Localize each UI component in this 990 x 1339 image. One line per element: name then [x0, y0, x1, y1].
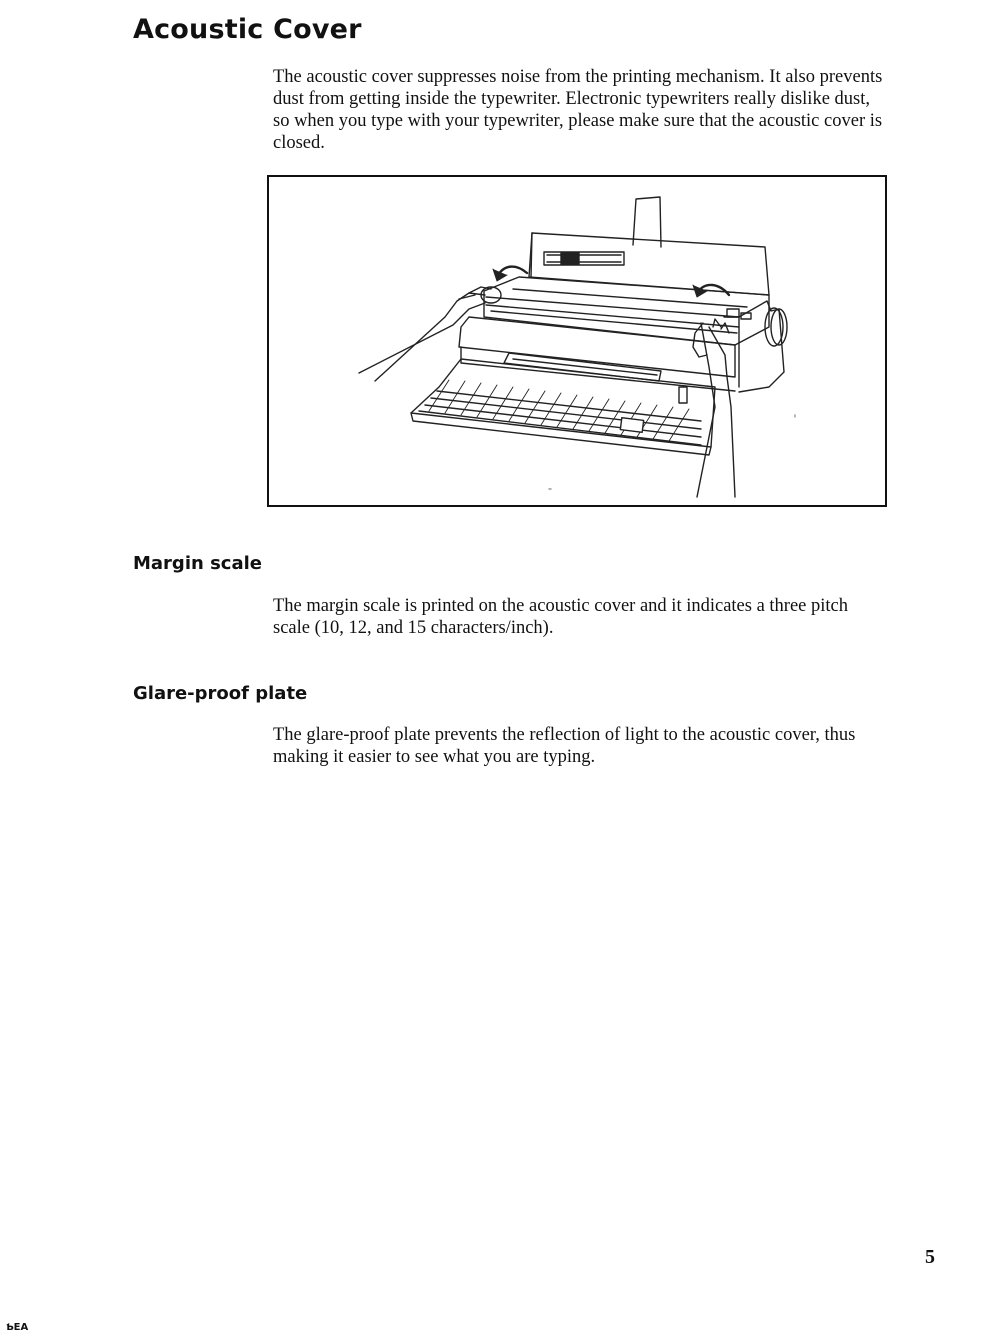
glare-plate-heading: Glare-proof plate [133, 683, 308, 704]
typewriter-figure [267, 175, 887, 507]
typewriter-illustration-icon [269, 177, 885, 505]
intro-paragraph: The acoustic cover suppresses noise from the printing mechanism. It also prevents dust from getting inside the typewriter. Electronic typewriters really dislike dust, so when you type with your typewriter, please make sure that the acoustic cover is closed. [273, 67, 883, 153]
page-number: 5 [925, 1246, 935, 1268]
margin-scale-heading: Margin scale [133, 553, 262, 574]
page-title: Acoustic Cover [133, 14, 362, 45]
glare-plate-paragraph: The glare-proof plate prevents the reflection of light to the acoustic cover, thus making it easier to see what you are typing. [273, 725, 856, 767]
margin-scale-paragraph: The margin scale is printed on the acoustic cover and it indicates a three pitch scale (10, 12, and 15 characters/inch). [273, 596, 849, 638]
footer-code: ƄEA [6, 1322, 29, 1333]
